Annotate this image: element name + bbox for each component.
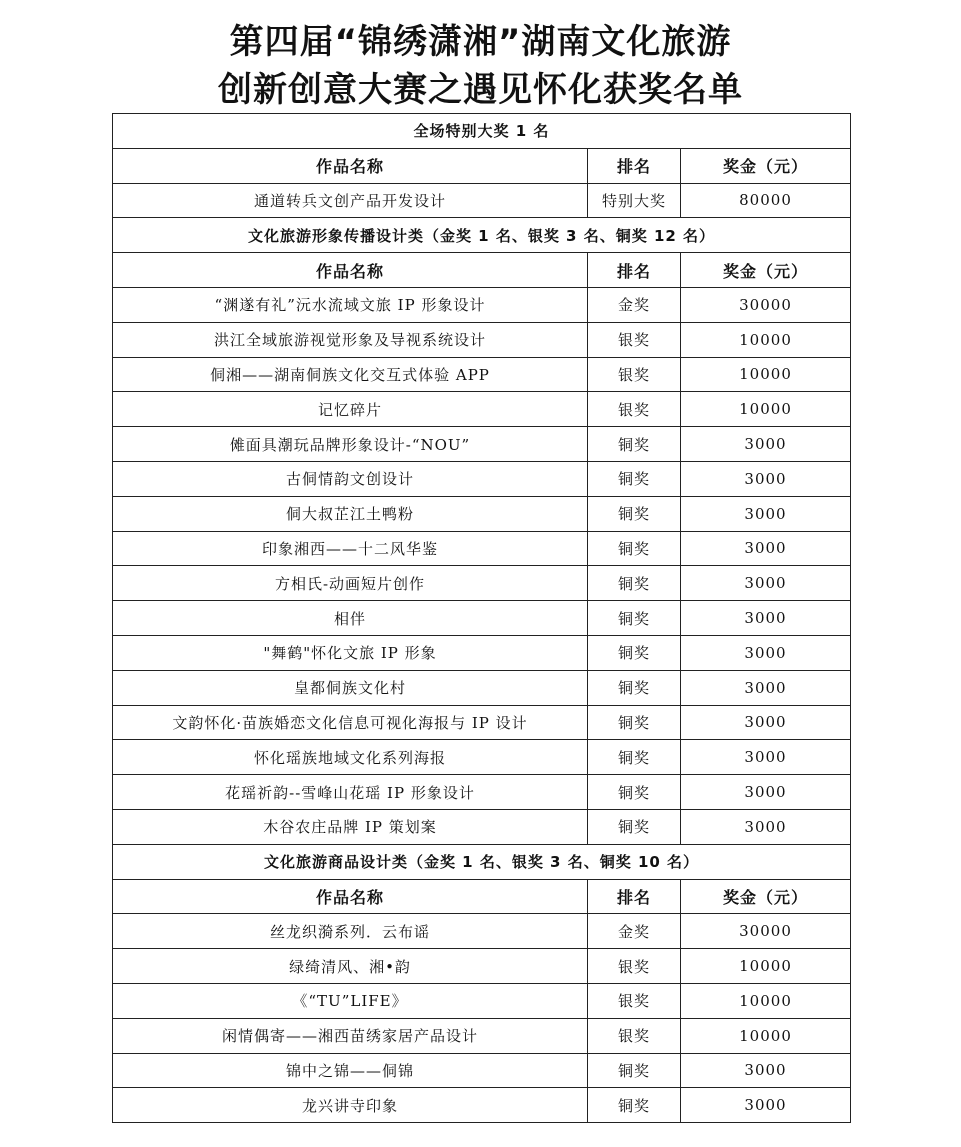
rank-cell: 铜奖	[588, 740, 681, 775]
work-name-cell: 通道转兵文创产品开发设计	[113, 183, 588, 218]
rank-cell: 铜奖	[588, 1088, 681, 1123]
work-name-cell: 相伴	[113, 601, 588, 636]
work-name-cell: 怀化瑶族地域文化系列海报	[113, 740, 588, 775]
prize-cell: 10000	[681, 949, 851, 984]
table-row	[113, 531, 851, 566]
work-name-cell: 《“TU”LIFE》	[113, 983, 588, 1018]
rank-cell: 铜奖	[588, 427, 681, 462]
table-row	[113, 670, 851, 705]
work-name-cell: 丝龙织漪系列．云布谣	[113, 914, 588, 949]
table-row	[113, 1088, 851, 1123]
section-heading-row	[113, 844, 851, 879]
prize-cell: 3000	[681, 1088, 851, 1123]
column-header-rank: 排名	[588, 253, 681, 288]
prize-cell: 3000	[681, 740, 851, 775]
work-name-cell: 锦中之锦——侗锦	[113, 1053, 588, 1088]
table-row	[113, 949, 851, 984]
prize-cell: 10000	[681, 392, 851, 427]
work-name-cell: 洪江全域旅游视觉形象及导视系统设计	[113, 322, 588, 357]
prize-cell: 30000	[681, 287, 851, 322]
rank-cell: 铜奖	[588, 635, 681, 670]
table-row	[113, 461, 851, 496]
column-header-prize: 奖金（元）	[681, 148, 851, 183]
column-header-name: 作品名称	[113, 253, 588, 288]
prize-cell: 3000	[681, 496, 851, 531]
work-name-cell: 傩面具潮玩品牌形象设计-“NOU”	[113, 427, 588, 462]
section-heading: 文化旅游形象传播设计类（金奖 1 名、银奖 3 名、铜奖 12 名）	[113, 218, 851, 253]
work-name-cell: 木谷农庄品牌 IP 策划案	[113, 809, 588, 844]
section-heading: 全场特别大奖 1 名	[113, 114, 851, 149]
column-header-rank: 排名	[588, 879, 681, 914]
table-row	[113, 496, 851, 531]
column-header-name: 作品名称	[113, 879, 588, 914]
table-row	[113, 427, 851, 462]
column-header-row	[113, 879, 851, 914]
work-name-cell: 侗湘——湖南侗族文化交互式体验 APP	[113, 357, 588, 392]
rank-cell: 铜奖	[588, 1053, 681, 1088]
page-title-line-2: 创新创意大赛之遇见怀化获奖名单	[218, 70, 743, 110]
rank-cell: 银奖	[588, 357, 681, 392]
awards-table-body	[113, 114, 851, 1123]
prize-cell: 80000	[681, 183, 851, 218]
table-row	[113, 392, 851, 427]
prize-cell: 3000	[681, 427, 851, 462]
work-name-cell: 皇都侗族文化村	[113, 670, 588, 705]
table-row	[113, 322, 851, 357]
table-row	[113, 357, 851, 392]
table-row	[113, 740, 851, 775]
work-name-cell: 绿绮清风、湘•韵	[113, 949, 588, 984]
prize-cell: 3000	[681, 670, 851, 705]
table-row	[113, 287, 851, 322]
rank-cell: 铜奖	[588, 461, 681, 496]
table-row	[113, 705, 851, 740]
rank-cell: 银奖	[588, 322, 681, 357]
work-name-cell: 印象湘西——十二风华鉴	[113, 531, 588, 566]
prize-cell: 10000	[681, 322, 851, 357]
column-header-row	[113, 148, 851, 183]
rank-cell: 银奖	[588, 983, 681, 1018]
table-row	[113, 635, 851, 670]
work-name-cell: 侗大叔芷江土鸭粉	[113, 496, 588, 531]
rank-cell: 金奖	[588, 287, 681, 322]
prize-cell: 3000	[681, 705, 851, 740]
table-row	[113, 809, 851, 844]
rank-cell: 银奖	[588, 1018, 681, 1053]
section-heading-row	[113, 114, 851, 149]
prize-cell: 3000	[681, 566, 851, 601]
page-title-line-1: 第四届“锦绣潇湘”湖南文化旅游	[229, 22, 732, 62]
rank-cell: 银奖	[588, 949, 681, 984]
rank-cell: 特别大奖	[588, 183, 681, 218]
work-name-cell: 花瑶祈韵--雪峰山花瑶 IP 形象设计	[113, 775, 588, 810]
rank-cell: 铜奖	[588, 601, 681, 636]
prize-cell: 10000	[681, 1018, 851, 1053]
column-header-name: 作品名称	[113, 148, 588, 183]
rank-cell: 金奖	[588, 914, 681, 949]
awards-table	[112, 113, 851, 1123]
prize-cell: 10000	[681, 357, 851, 392]
work-name-cell: 龙兴讲寺印象	[113, 1088, 588, 1123]
column-header-rank: 排名	[588, 148, 681, 183]
rank-cell: 铜奖	[588, 566, 681, 601]
table-row	[113, 775, 851, 810]
prize-cell: 3000	[681, 601, 851, 636]
table-row	[113, 914, 851, 949]
column-header-prize: 奖金（元）	[681, 879, 851, 914]
work-name-cell: 文韵怀化·苗族婚恋文化信息可视化海报与 IP 设计	[113, 705, 588, 740]
table-row	[113, 983, 851, 1018]
prize-cell: 10000	[681, 983, 851, 1018]
table-row	[113, 183, 851, 218]
work-name-cell: 方相氏-动画短片创作	[113, 566, 588, 601]
column-header-prize: 奖金（元）	[681, 253, 851, 288]
prize-cell: 3000	[681, 1053, 851, 1088]
column-header-row	[113, 253, 851, 288]
table-row	[113, 566, 851, 601]
prize-cell: 3000	[681, 775, 851, 810]
table-row	[113, 601, 851, 636]
prize-cell: 30000	[681, 914, 851, 949]
work-name-cell: "舞鹤"怀化文旅 IP 形象	[113, 635, 588, 670]
table-row	[113, 1053, 851, 1088]
rank-cell: 铜奖	[588, 809, 681, 844]
section-heading-row	[113, 218, 851, 253]
rank-cell: 铜奖	[588, 496, 681, 531]
prize-cell: 3000	[681, 635, 851, 670]
rank-cell: 铜奖	[588, 775, 681, 810]
prize-cell: 3000	[681, 461, 851, 496]
rank-cell: 铜奖	[588, 531, 681, 566]
work-name-cell: 古侗情韵文创设计	[113, 461, 588, 496]
table-row	[113, 1018, 851, 1053]
rank-cell: 铜奖	[588, 670, 681, 705]
work-name-cell: “渊遂有礼”沅水流域文旅 IP 形象设计	[113, 287, 588, 322]
section-heading: 文化旅游商品设计类（金奖 1 名、银奖 3 名、铜奖 10 名）	[113, 844, 851, 879]
work-name-cell: 闲情偶寄——湘西苗绣家居产品设计	[113, 1018, 588, 1053]
rank-cell: 铜奖	[588, 705, 681, 740]
work-name-cell: 记忆碎片	[113, 392, 588, 427]
rank-cell: 银奖	[588, 392, 681, 427]
prize-cell: 3000	[681, 531, 851, 566]
prize-cell: 3000	[681, 809, 851, 844]
